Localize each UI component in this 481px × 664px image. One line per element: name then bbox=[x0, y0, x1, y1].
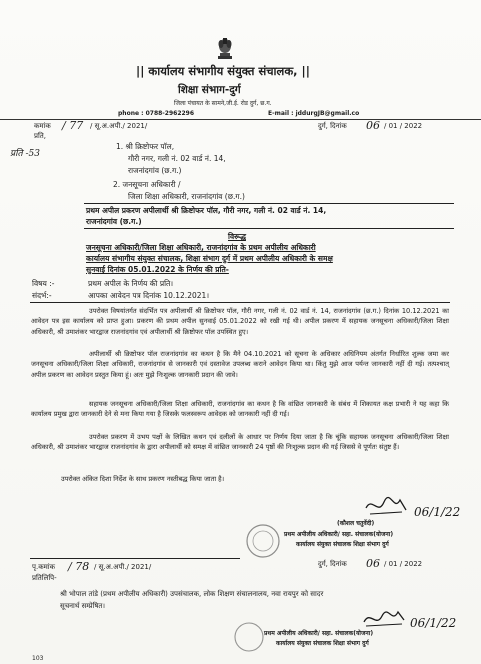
reference-text: आपका आवेदन पत्र दिनांक 10.12.2021। bbox=[88, 291, 210, 300]
body-paragraph-5: उपरोक्त अंकित दिशा निर्देश के साथ प्रकरण नस्तीबद्ध किया जाता है। bbox=[61, 475, 225, 483]
respondent-line2: कार्यालय संभागीय संयुक्त संचालक, शिक्षा संभाग दुर्ग में प्रथम अपीलीय अधिकारी के समक्ष bbox=[86, 254, 333, 263]
office-stamp-icon bbox=[244, 522, 282, 560]
recipient2-line1: 2. जनसूचना अधिकारी / bbox=[113, 180, 181, 189]
copy-text-line2: सूचनार्थ सम्प्रेषित। bbox=[60, 602, 106, 610]
versus-label: विरूद्ध bbox=[228, 232, 246, 241]
signature-1-date: 06/1/22 bbox=[414, 505, 461, 519]
ref-date-label: दुर्ग, दिनांक bbox=[318, 122, 347, 130]
endorsement-date-rest: / 01 / 2022 bbox=[384, 560, 423, 568]
respondent-line3: सुनवाई दिनांक 05.01.2022 के निर्णय की प्रति- bbox=[86, 265, 229, 274]
endorsement-divider bbox=[30, 558, 240, 559]
division-title: शिक्षा संभाग-दुर्ग bbox=[178, 84, 241, 96]
office-phone: phone : 0788-2962296 bbox=[118, 110, 195, 117]
endorsement-date-day: 06 bbox=[366, 557, 380, 570]
body-paragraph-2: अपीलार्थी श्री क्रिष्टोफर पॉल राजनांदगांव का कथन है कि मैने 04.10.2021 को सूचना के अधिकार अधिनियम अंतर्गत निर्धारित शुल्क जमा कर जनसूचना अधिकारी/जिला शिक्षा अधिकारी, राजनांदगांव से जानकारी एवं दस्तावेज उपलब्ध कराने आवेदन किया था। किंतु मुझे आज पर्यन्त जानकारी नहीं दी गई। तत्पश्चात् अपील प्रकरण का आवेदन प्रस्तुत किया हूं। अतः मुझे निःशुल्क जानकारी प्रदान की जावे। bbox=[31, 350, 449, 379]
prati-label: प्रति, bbox=[34, 132, 47, 140]
endorsement-number-handwritten: / 78 bbox=[68, 560, 90, 573]
recipient2-line2: जिला शिक्षा अधिकारी, राजनांदगांव (छ.ग.) bbox=[128, 192, 245, 201]
state-emblem-icon bbox=[215, 36, 235, 62]
handwritten-note: प्रति -53 bbox=[10, 149, 40, 159]
ref-number-suffix: / सू.अ.अपी./ 2021/ bbox=[90, 122, 148, 130]
signature-2-date: 06/1/22 bbox=[410, 616, 457, 630]
reference-label: संदर्भ:- bbox=[32, 291, 52, 300]
parties-rule-top bbox=[84, 203, 454, 204]
body-paragraph-4: उपरोक्त प्रकरण में उभय पक्षों के लिखित कथन एवं दलीलों के आधार पर निर्णय दिया जाता है कि चूंकि सहायक जनसूचना अधिकारी/जिला शिक्षा अधिकारी, श्री उमाशंकर भारद्वाज राजनांदगांव के द्वारा अपीलार्थी को समक्ष में वांछित जानकारी 24 पृष्ठों की निःशुल्क प्रदान की गई जिससे वे पूर्णतः संतुष्ट हैं। bbox=[31, 433, 449, 452]
recipient1-line3: राजनांदगांव (छ.ग.) bbox=[128, 166, 182, 175]
endorsement-date-label: दुर्ग, दिनांक bbox=[318, 560, 347, 568]
copy-label: प्रतिलिपि- bbox=[32, 574, 57, 582]
ref-date-rest: / 01 / 2022 bbox=[384, 122, 423, 130]
subject-label: विषय :- bbox=[32, 279, 55, 288]
respondent-line1: जनसूचना अधिकारी/जिला शिक्षा अधिकारी, राजनांदगांव के प्रथम अपीलीय अधिकारी bbox=[86, 243, 316, 252]
copy-text-line1: श्री भोपाल तांडे (प्रथम अपीलीय अधिकारी) उपसंचालक, लोक शिक्षण संचालनालय, नवा रायपुर को सादर bbox=[60, 590, 324, 598]
ref-date-day: 06 bbox=[366, 119, 380, 132]
recipient1-line1: 1. श्री क्रिष्टोफर पॉल, bbox=[116, 142, 175, 151]
ref-number-handwritten: / 77 bbox=[62, 119, 84, 132]
appellant-line2: राजनांदगांव (छ.ग.) bbox=[86, 217, 142, 226]
office-address: जिला पंचायत के सामने,जी.ई. रोड दुर्ग, छ.ग. bbox=[174, 100, 272, 107]
subject-divider bbox=[30, 302, 450, 303]
signature-2-designation1: प्रथम अपीलीय अधिकारी/ सहा. संचालक(योजना) bbox=[264, 630, 374, 637]
subject-text: प्रथम अपील के निर्णय की प्रति। bbox=[88, 279, 174, 288]
signature-2-scribble-icon bbox=[360, 606, 410, 630]
body-paragraph-1: उपरोक्त विषयांतर्गत संदर्भित पत्र अपीलार्थी श्री क्रिष्टोफर पॉल, गौरी नगर, गली नं. 02 वार्ड नं. 14, राजनांदगांव (छ.ग.) दिनांक 10.12.2021 का आवेदन पत्र इस कार्यालय को प्राप्त हुआ। प्रकरण की प्रथम अपील सुनवाई 05.01.2022 को रखी गई थी। अपील प्रकरण में सहायक जनसूचना अधिकारी/जिला शिक्षा अधिकारी, श्री उमाशंकर भारद्वाज राजनांदगांव एवं अपीलार्थी श्री क्रिष्टोफर पॉल उपस्थित हुए। bbox=[31, 307, 449, 336]
signature-2-designation2: कार्यालय संयुक्त संचालक शिक्षा संभाग दुर्ग bbox=[276, 640, 369, 647]
signature-1-designation1: प्रथम अपीलीय अधिकारी/ सहा. संचालक(योजना) bbox=[284, 531, 394, 538]
endorsement-number-label: पृ.कमांक bbox=[32, 563, 55, 571]
body-paragraph-3: सहायक जनसूचना अधिकारी/जिला शिक्षा अधिकारी, राजनांदगांव का कथन है कि वांछित जानकारी के संबंध में शिकायत कक्ष प्रभारी ने यह कहा कि कार्यालय प्रमुख द्वारा जानकारी देने से मना किया गया है जिसके फलस्वरूप आवेदक को जानकारी नहीं दी गई। bbox=[31, 400, 449, 419]
office-email: E-mail : jddurgJB@gmail.co bbox=[268, 110, 360, 117]
parties-rule-bottom bbox=[84, 228, 454, 229]
signature-1-scribble-icon bbox=[362, 494, 412, 518]
appellant-line1: प्रथम अपील प्रकरण अपीलार्थी श्री क्रिष्टोफर पॉल, गौरी नगर, गली नं. 02 वार्ड नं. 14, bbox=[86, 206, 327, 215]
recipient1-line2: गौरी नगर, गली नं. 02 वार्ड नं. 14, bbox=[128, 154, 226, 163]
signature-1-designation2: कार्यालय संयुक्त संचालक शिक्षा संभाग दुर्ग bbox=[296, 541, 389, 548]
office-stamp-2-icon bbox=[232, 620, 266, 654]
signature-1-name: (कौशल चतुर्वेदी) bbox=[337, 520, 375, 527]
ref-number-label: कमांक bbox=[34, 122, 51, 130]
page-number: 103 bbox=[32, 655, 44, 662]
office-title: || कार्यालय संभागीय संयुक्त संचालक, || bbox=[136, 64, 310, 78]
endorsement-number-suffix: / सू.अ.अपी./ 2021/ bbox=[94, 563, 152, 571]
